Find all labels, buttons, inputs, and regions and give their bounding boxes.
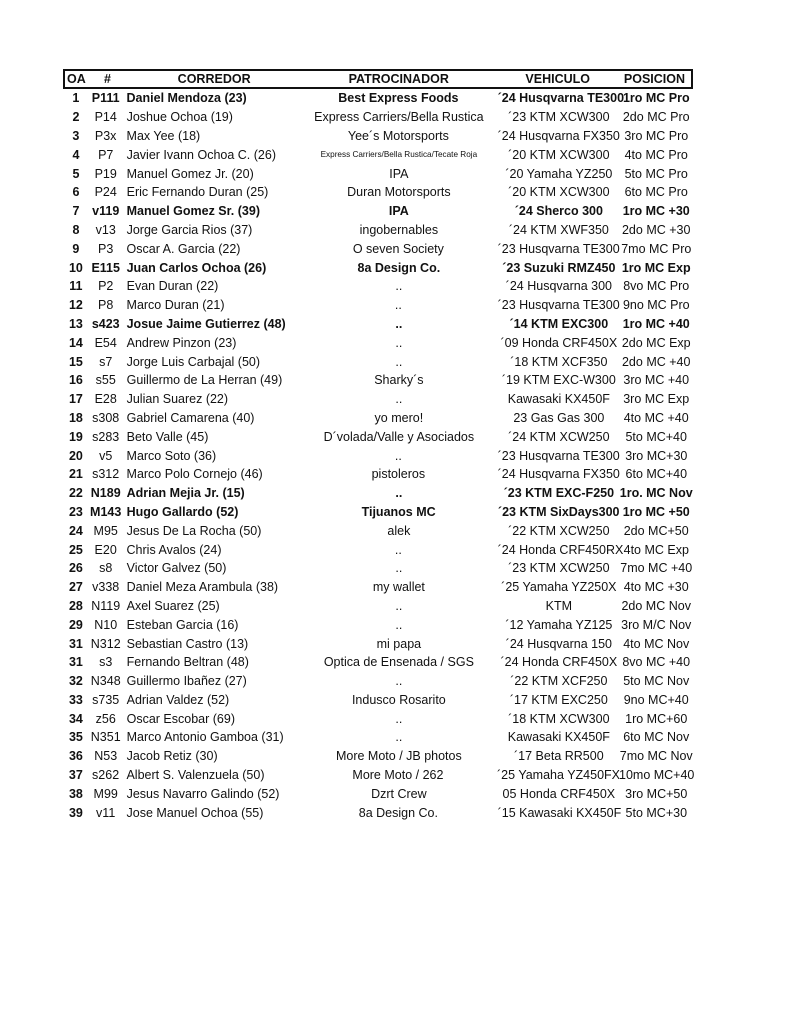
cell-corredor: Jesus Navarro Galindo (52) [126, 786, 280, 801]
cell-patrocinador: Yee´s Motorsports [347, 128, 449, 143]
cell-corredor: Albert S. Valenzuela (50) [126, 768, 265, 783]
cell-patrocinador: .. [395, 279, 403, 294]
cell-corredor: Hugo Gallardo (52) [126, 504, 239, 519]
cell-patrocinador: IPA [389, 166, 409, 181]
cell-vehiculo: ´17 KTM EXC250 [509, 692, 608, 707]
table-row [63, 672, 693, 691]
table-row [63, 390, 693, 409]
cell-vehiculo: ´18 KTM XCF350 [510, 354, 608, 369]
cell-vehiculo: 05 Honda CRF450X [502, 786, 616, 801]
cell-vehiculo: ´20 Yamaha YZ250 [505, 166, 613, 181]
cell-vehiculo: ´24 Honda CRF450X [500, 655, 618, 670]
table-row [63, 277, 693, 296]
cell-vehiculo: ´23 Husqvarna TE300 [497, 298, 620, 313]
cell-patrocinador: .. [395, 486, 403, 501]
table-row [63, 784, 693, 803]
cell-number: N348 [90, 674, 121, 689]
cell-vehiculo: ´23 KTM XCW250 [508, 561, 610, 576]
cell-vehiculo: ´12 Yamaha YZ125 [505, 617, 613, 632]
table-row [63, 127, 693, 146]
cell-posicion: 3ro MC Pro [624, 128, 689, 143]
cell-number: N312 [90, 636, 121, 651]
cell-corredor: Guillermo de La Herran (49) [126, 373, 283, 388]
cell-posicion: 1ro MC +30 [622, 204, 690, 219]
cell-oa: 24 [68, 523, 83, 538]
table-row [63, 239, 693, 258]
cell-posicion: 10mo MC+40 [619, 768, 695, 783]
cell-vehiculo: ´25 Yamaha YZ450FX [497, 768, 620, 783]
cell-vehiculo: ´24 Sherco 300 [514, 204, 603, 219]
cell-number: P2 [98, 279, 114, 294]
cell-patrocinador: .. [395, 598, 403, 613]
cell-number: N53 [94, 749, 118, 764]
cell-number: P24 [94, 185, 117, 200]
cell-oa: 31 [68, 655, 83, 670]
table-row [63, 709, 693, 728]
cell-posicion: 5to MC Nov [623, 674, 690, 689]
cell-posicion: 2do MC Exp [621, 335, 691, 350]
cell-patrocinador: my wallet [372, 580, 425, 595]
cell-number: v13 [95, 222, 116, 237]
cell-vehiculo: KTM [545, 598, 573, 613]
cell-corredor: Oscar Escobar (69) [126, 711, 235, 726]
table-row [63, 371, 693, 390]
header-patrocinador: PATROCINADOR [348, 72, 449, 86]
cell-number: s262 [92, 768, 120, 783]
cell-patrocinador: yo mero! [374, 410, 424, 425]
cell-patrocinador: pistoleros [371, 467, 426, 482]
cell-vehiculo: ´25 Yamaha YZ250X [501, 580, 617, 595]
table-row [63, 597, 693, 616]
cell-patrocinador: D´volada/Valle y Asociados [323, 429, 475, 444]
cell-corredor: Andrew Pinzon (23) [126, 335, 237, 350]
cell-posicion: 1ro MC +40 [622, 316, 690, 331]
cell-oa: 16 [68, 373, 83, 388]
cell-oa: 5 [72, 166, 80, 181]
cell-oa: 29 [68, 617, 83, 632]
cell-posicion: 5to MC+40 [625, 429, 687, 444]
cell-patrocinador: ingobernables [359, 222, 439, 237]
cell-patrocinador: 8a Design Co. [358, 805, 438, 820]
results-table [63, 69, 693, 822]
cell-patrocinador: IPA [388, 204, 409, 219]
cell-corredor: Jacob Retiz (30) [126, 749, 218, 764]
cell-vehiculo: Kawasaki KX450F [507, 392, 610, 407]
cell-posicion: 4to MC +40 [623, 410, 689, 425]
table-body [63, 89, 693, 822]
cell-corredor: Esteban Garcia (16) [126, 617, 239, 632]
cell-number: s283 [92, 429, 120, 444]
cell-number: s7 [99, 354, 113, 369]
table-row [63, 766, 693, 785]
cell-number: P3x [94, 128, 117, 143]
cell-corredor: Marco Antonio Gamboa (31) [126, 730, 284, 745]
cell-patrocinador: Dzrt Crew [371, 786, 427, 801]
table-row [63, 89, 693, 108]
cell-posicion: 7mo MC Pro [621, 241, 692, 256]
cell-posicion: 4to MC +30 [623, 580, 689, 595]
cell-patrocinador: O seven Society [352, 241, 444, 256]
cell-vehiculo: ´24 Husqvarna 150 [505, 636, 612, 651]
cell-posicion: 3ro M/C Nov [621, 617, 692, 632]
cell-number: s3 [99, 655, 113, 670]
cell-corredor: Daniel Meza Arambula (38) [126, 580, 279, 595]
table-row [63, 484, 693, 503]
cell-number: s8 [99, 561, 113, 576]
cell-oa: 18 [68, 410, 83, 425]
cell-oa: 31 [68, 636, 83, 651]
cell-corredor: Jose Manuel Ochoa (55) [126, 805, 264, 820]
table-row [63, 446, 693, 465]
cell-patrocinador: .. [395, 392, 403, 407]
table-row [63, 503, 693, 522]
cell-posicion: 3ro MC +40 [623, 373, 690, 388]
cell-number: P111 [91, 91, 120, 106]
header-number: # [103, 72, 111, 86]
table-row [63, 183, 693, 202]
cell-vehiculo: ´19 KTM EXC-W300 [501, 373, 616, 388]
cell-posicion: 1ro. MC Nov [619, 486, 693, 501]
header-posicion: POSICION [623, 72, 686, 86]
cell-number: N119 [91, 598, 121, 613]
cell-oa: 23 [68, 504, 83, 519]
cell-number: s308 [92, 410, 120, 425]
cell-vehiculo: ´18 KTM XCW300 [508, 711, 610, 726]
cell-patrocinador: mi papa [376, 636, 422, 651]
cell-posicion: 1ro MC+60 [625, 711, 688, 726]
cell-posicion: 9no MC+40 [623, 692, 689, 707]
cell-corredor: Max Yee (18) [126, 128, 201, 143]
cell-posicion: 7mo MC Nov [619, 749, 693, 764]
cell-patrocinador: Sharky´s [374, 373, 424, 388]
cell-posicion: 5to MC+30 [625, 805, 688, 820]
cell-posicion: 2do MC Nov [621, 598, 691, 613]
cell-posicion: 6to MC+40 [625, 467, 688, 482]
cell-vehiculo: ´14 KTM EXC300 [509, 316, 609, 331]
cell-corredor: Victor Galvez (50) [126, 561, 227, 576]
cell-oa: 32 [68, 674, 83, 689]
table-row [63, 747, 693, 766]
table-row [63, 409, 693, 428]
cell-corredor: Marco Polo Cornejo (46) [126, 467, 263, 482]
cell-patrocinador: .. [395, 730, 403, 745]
cell-vehiculo: ´24 Husqvarna FX350 [497, 467, 620, 482]
cell-patrocinador: .. [394, 542, 402, 557]
cell-patrocinador: .. [395, 617, 403, 632]
cell-oa: 15 [68, 354, 83, 369]
cell-vehiculo: ´23 KTM EXC-F250 [503, 486, 615, 501]
cell-patrocinador: .. [395, 354, 403, 369]
cell-corredor: Julian Suarez (22) [126, 392, 229, 407]
cell-patrocinador: .. [395, 561, 403, 576]
cell-oa: 33 [68, 692, 83, 707]
table-row [63, 634, 693, 653]
cell-oa: 27 [68, 580, 83, 595]
header-vehiculo: VEHICULO [525, 72, 590, 86]
cell-number: N351 [90, 730, 121, 745]
cell-number: v338 [92, 580, 120, 595]
cell-oa: 6 [72, 185, 80, 200]
cell-corredor: Juan Carlos Ochoa (26) [126, 260, 267, 275]
table-row [63, 258, 693, 277]
cell-number: s423 [91, 316, 120, 331]
cell-number: v119 [92, 204, 120, 219]
cell-oa: 26 [68, 561, 83, 576]
cell-posicion: 2do MC +40 [621, 354, 691, 369]
cell-corredor: Guillermo Ibañez (27) [126, 674, 247, 689]
cell-vehiculo: ´20 KTM XCW300 [508, 185, 610, 200]
cell-number: M99 [93, 786, 118, 801]
cell-number: s735 [92, 692, 120, 707]
table-row [63, 615, 693, 634]
cell-oa: 28 [68, 598, 83, 613]
cell-number: E28 [94, 392, 117, 407]
cell-oa: 2 [72, 110, 80, 125]
table-row [63, 653, 693, 672]
cell-number: z56 [95, 711, 116, 726]
cell-posicion: 5to MC Pro [624, 166, 688, 181]
table-row [63, 540, 693, 559]
cell-number: P3 [98, 241, 114, 256]
cell-patrocinador: Optica de Ensenada / SGS [323, 655, 474, 670]
cell-oa: 14 [68, 335, 83, 350]
table-row [63, 578, 693, 597]
header-corredor: CORREDOR [177, 72, 251, 86]
cell-oa: 3 [72, 128, 80, 143]
cell-oa: 7 [72, 204, 80, 219]
cell-number: s55 [95, 373, 116, 388]
cell-oa: 37 [68, 768, 83, 783]
cell-corredor: Evan Duran (22) [126, 279, 219, 294]
cell-posicion: 6to MC Nov [623, 730, 690, 745]
cell-corredor: Marco Duran (21) [126, 298, 225, 313]
cell-vehiculo: ´24 Husqvarna FX350 [497, 128, 620, 143]
table-row [63, 352, 693, 371]
cell-patrocinador: .. [395, 674, 403, 689]
cell-number: N189 [90, 486, 121, 501]
cell-oa: 8 [72, 222, 80, 237]
cell-oa: 17 [68, 392, 83, 407]
cell-vehiculo: ´24 KTM XWF350 [508, 222, 609, 237]
table-header [63, 69, 693, 89]
cell-corredor: Eric Fernando Duran (25) [126, 185, 269, 200]
cell-posicion: 7mo MC +40 [620, 561, 693, 576]
cell-posicion: 3ro MC+30 [625, 448, 688, 463]
cell-corredor: Adrian Valdez (52) [126, 692, 230, 707]
cell-corredor: Adrian Mejia Jr. (15) [126, 486, 245, 501]
cell-patrocinador: Indusco Rosarito [351, 692, 446, 707]
cell-corredor: Jorge Luis Carbajal (50) [126, 354, 261, 369]
cell-oa: 19 [68, 429, 83, 444]
cell-number: P14 [94, 110, 117, 125]
cell-vehiculo: ´22 KTM XCW250 [508, 523, 610, 538]
cell-oa: 36 [68, 749, 83, 764]
cell-vehiculo: ´22 KTM XCF250 [510, 674, 608, 689]
cell-posicion: 3ro MC Exp [623, 392, 690, 407]
cell-number: M143 [90, 504, 122, 519]
cell-posicion: 2do MC Pro [622, 110, 690, 125]
cell-posicion: 3ro MC+50 [625, 786, 688, 801]
cell-vehiculo: Kawasaki KX450F [507, 730, 610, 745]
cell-corredor: Beto Valle (45) [126, 429, 209, 444]
cell-number: P19 [94, 166, 117, 181]
cell-vehiculo: ´23 Suzuki RMZ450 [502, 260, 616, 275]
table-row [63, 728, 693, 747]
table-row [63, 465, 693, 484]
cell-posicion: 1ro MC Exp [621, 260, 691, 275]
cell-corredor: Marco Soto (36) [126, 448, 217, 463]
table-row [63, 221, 693, 240]
cell-oa: 25 [68, 542, 83, 557]
cell-corredor: Axel Suarez (25) [126, 598, 220, 613]
cell-vehiculo: ´09 Honda CRF450X [500, 335, 618, 350]
cell-posicion: 1ro MC +50 [622, 504, 690, 519]
cell-number: E20 [94, 542, 117, 557]
cell-number: v11 [96, 805, 116, 820]
cell-oa: 4 [72, 147, 80, 162]
cell-corredor: Josue Jaime Gutierrez (48) [126, 316, 286, 331]
cell-posicion: 1ro MC Pro [622, 91, 690, 106]
cell-vehiculo: ´23 Husqvarna TE300 [497, 241, 620, 256]
cell-oa: 1 [72, 91, 80, 106]
cell-patrocinador: Express Carriers/Bella Rustica/Tecate Roja [320, 150, 478, 160]
table-row [63, 145, 693, 164]
cell-patrocinador: More Moto / 262 [352, 768, 444, 783]
cell-patrocinador: .. [394, 448, 402, 463]
table-row [63, 108, 693, 127]
cell-patrocinador: alek [387, 523, 411, 538]
cell-vehiculo: ´20 KTM XCW300 [508, 147, 610, 162]
cell-number: N10 [94, 617, 118, 632]
cell-corredor: Sebastian Castro (13) [126, 636, 249, 651]
cell-oa: 20 [68, 448, 83, 463]
cell-posicion: 4to MC Pro [624, 147, 688, 162]
cell-oa: 22 [68, 486, 83, 501]
table-row [63, 803, 693, 822]
cell-vehiculo: ´23 KTM SixDays300 [497, 504, 620, 519]
cell-vehiculo: 23 Gas Gas 300 [513, 410, 605, 425]
cell-vehiculo: ´24 KTM XCW250 [508, 429, 610, 444]
cell-vehiculo: ´24 Honda CRF450RX [497, 542, 624, 557]
cell-vehiculo: ´24 Husqvarna 300 [505, 279, 612, 294]
cell-vehiculo: ´23 KTM XCW300 [508, 110, 610, 125]
cell-number: P7 [98, 147, 114, 162]
cell-patrocinador: More Moto / JB photos [335, 749, 462, 764]
cell-number: E54 [94, 335, 117, 350]
cell-number: M95 [93, 523, 118, 538]
table-row [63, 202, 693, 221]
cell-oa: 12 [68, 298, 83, 313]
cell-posicion: 9no MC Pro [622, 298, 690, 313]
cell-corredor: Jesus De La Rocha (50) [126, 523, 262, 538]
cell-number: s312 [92, 467, 120, 482]
cell-corredor: Oscar A. Garcia (22) [126, 241, 241, 256]
cell-posicion: 2do MC +30 [621, 222, 691, 237]
cell-patrocinador: .. [395, 316, 403, 331]
cell-posicion: 8vo MC +40 [622, 655, 691, 670]
table-row [63, 427, 693, 446]
table-row [63, 296, 693, 315]
cell-patrocinador: Best Express Foods [338, 91, 459, 106]
cell-patrocinador: Express Carriers/Bella Rustica [314, 110, 484, 125]
cell-oa: 34 [68, 711, 83, 726]
cell-patrocinador: Tijuanos MC [361, 504, 436, 519]
cell-number: v5 [99, 448, 113, 463]
cell-vehiculo: ´23 Husqvarna TE300 [497, 448, 620, 463]
cell-patrocinador: .. [395, 335, 403, 350]
cell-oa: 9 [72, 241, 80, 256]
cell-vehiculo: ´17 Beta RR500 [514, 749, 604, 764]
cell-oa: 13 [68, 316, 83, 331]
cell-posicion: 2do MC+50 [623, 523, 689, 538]
cell-patrocinador: .. [394, 298, 402, 313]
cell-posicion: 4to MC Exp [623, 542, 689, 557]
table-row [63, 333, 693, 352]
cell-vehiculo: ´24 Husqvarna TE300 [497, 91, 625, 106]
cell-corredor: Fernando Beltran (48) [126, 655, 249, 670]
cell-oa: 10 [68, 260, 83, 275]
cell-patrocinador: Duran Motorsports [347, 185, 451, 200]
cell-patrocinador: .. [395, 711, 403, 726]
cell-corredor: Manuel Gomez Jr. (20) [126, 166, 254, 181]
cell-corredor: Gabriel Camarena (40) [126, 410, 255, 425]
cell-oa: 39 [68, 805, 83, 820]
cell-corredor: Chris Avalos (24) [126, 542, 222, 557]
cell-number: E115 [91, 260, 120, 275]
cell-patrocinador: 8a Design Co. [357, 260, 441, 275]
cell-vehiculo: ´15 Kawasaki KX450F [497, 805, 622, 820]
cell-posicion: 6to MC Pro [624, 185, 688, 200]
cell-corredor: Manuel Gomez Sr. (39) [126, 204, 260, 219]
table-row [63, 315, 693, 334]
cell-oa: 21 [68, 467, 83, 482]
cell-posicion: 8vo MC Pro [623, 279, 690, 294]
cell-posicion: 4to MC Nov [623, 636, 690, 651]
cell-oa: 35 [68, 730, 83, 745]
table-row [63, 559, 693, 578]
cell-corredor: Jorge Garcia Rios (37) [126, 222, 253, 237]
table-row [63, 164, 693, 183]
cell-oa: 11 [69, 279, 83, 294]
cell-number: P8 [98, 298, 114, 313]
cell-corredor: Joshue Ochoa (19) [126, 110, 233, 125]
cell-oa: 38 [68, 786, 83, 801]
header-oa: OA [67, 72, 86, 86]
cell-corredor: Daniel Mendoza (23) [126, 91, 247, 106]
table-row [63, 691, 693, 710]
cell-corredor: Javier Ivann Ochoa C. (26) [126, 147, 276, 162]
table-row [63, 521, 693, 540]
